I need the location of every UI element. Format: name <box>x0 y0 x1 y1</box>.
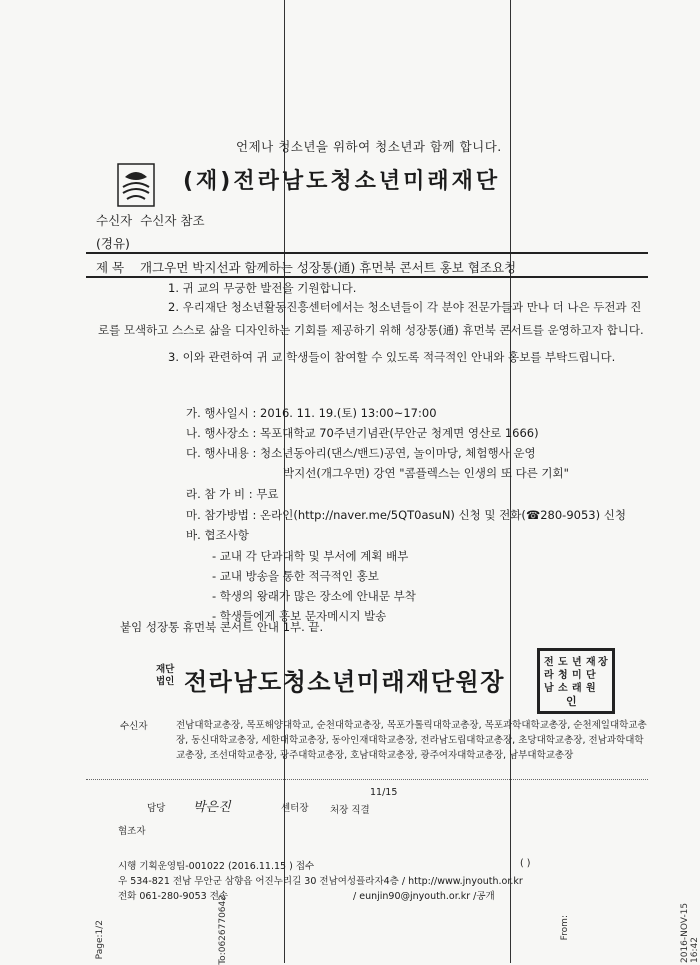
divider <box>86 252 648 254</box>
recipients-list: 전남대학교총장, 목포해양대학교, 순천대학교총장, 목포가톨릭대학교총장, 목포과학대학교총장, 순천제일대학교총장, 동신대학교총장, 세한대학교총장, 동아인재대학교총장, 전라남도립대학교총장, 초당대학교총장, 전남과학대학교총장, 조선대학교총장, 광주대학교총장, 호남대학교총장, 광주여자대학교총장, 남부대학교총장 <box>176 720 647 761</box>
staff-label: 담당 <box>147 803 166 814</box>
subject-value: 개그우먼 박지선과 함께하는 성장통(通) 휴먼북 콘서트 홍보 협조요청 <box>140 260 517 275</box>
official-seal <box>537 648 615 714</box>
cooperator-label: 협조자 <box>118 826 146 837</box>
subject-label: 제 목 <box>96 260 125 275</box>
seal-char: 재 <box>586 657 596 668</box>
body-paragraph-2: 2. 우리재단 청소년활동진흥센터에서는 청소년들이 각 분야 전문가들과 만나 더 나은 두전과 진로를 모색하고 스스로 삶을 디자인하는 기회를 제공하기 위해 성장통(通) 휴먼북 콘서트를 운영하고자 합니다. <box>98 300 644 337</box>
coop-item: - 학생들에게 홍보 문자메시지 발송 <box>212 609 387 623</box>
fax-header-datetime: 2016-NOV-15 16:42 <box>680 902 700 963</box>
staff-signature: 박은진 <box>193 800 231 815</box>
seal-char: 전 <box>544 657 554 668</box>
divider <box>86 779 648 780</box>
seal-char: 년 <box>572 657 582 668</box>
body-paragraph-3: 3. 이와 관련하여 귀 교 학생들이 참여할 수 있도록 적극적인 안내와 홍보를 부탁드립니다. <box>168 350 616 364</box>
detail-content: 다. 행사내용 : 청소년동아리(댄스/밴드)공연, 놀이마당, 체험행사 운영 <box>186 446 536 460</box>
director-label: 센터장 <box>281 803 309 814</box>
via: (경유) <box>96 236 130 251</box>
detail-cooperation: 바. 협조사항 <box>186 528 249 542</box>
seal-char: 라 <box>544 670 554 681</box>
detail-fee: 라. 참 가 비 : 무료 <box>186 487 279 501</box>
detail-date: 가. 행사일시 : 2016. 11. 19.(토) 13:00~17:00 <box>186 406 437 420</box>
subject-row <box>96 258 516 276</box>
slogan: 언제나 청소년을 위하여 청소년과 함께 합니다. <box>236 139 502 154</box>
fax-header-page: Page:1/2 <box>95 920 105 960</box>
fax-header-to: To:0626770642 <box>218 895 228 965</box>
detail-lecture: 박지선(개그우먼) 강연 "콤플렉스는 인생의 또 다른 기회" <box>283 466 569 480</box>
body-paragraph-1: 1. 귀 교의 무궁한 발전을 기원합니다. <box>168 281 357 295</box>
recipients-label: 수신자 <box>120 721 148 732</box>
org-title: (재)전라남도청소년미래재단 <box>183 169 501 194</box>
head-label: 처장 직결 <box>330 805 370 816</box>
seal-char: 도 <box>558 657 568 668</box>
phone-line: 전화 061-280-9053 전송 <box>118 891 229 902</box>
recipient-value: 수신자 참조 <box>140 213 205 228</box>
address-line: 우 534-821 전남 무안군 삼향읍 어진누리길 30 전남여성플라자4층 / http://www.jnyouth.or.kr <box>118 876 523 887</box>
seal-char: 장 <box>598 657 608 668</box>
coop-item: - 교내 방송을 통한 적극적인 홍보 <box>212 569 379 583</box>
seal-char: 남 <box>544 683 554 694</box>
recipient-row <box>96 211 205 229</box>
seal-char: 미 <box>572 670 582 681</box>
approval-date: 11/15 <box>370 787 398 798</box>
detail-method: 마. 참가방법 : 온라인(http://naver.me/5QT0asuN) 신청 및 전화(☎280-9053) 신청 <box>186 508 626 522</box>
seal-char: 원 <box>586 683 596 694</box>
fax-line <box>510 0 511 963</box>
attachment-line: 붙임 성장통 휴먼북 콘서트 안내 1부. 끝. <box>120 620 324 634</box>
foundation-logo-icon <box>117 163 155 207</box>
seal-char: 래 <box>572 683 582 694</box>
fax-header-from: From: <box>560 915 570 941</box>
issuer-name: 전라남도청소년미래재단원장 <box>184 668 505 696</box>
seal-char: 청 <box>558 670 568 681</box>
coop-item: - 학생의 왕래가 많은 장소에 안내문 부착 <box>212 589 416 603</box>
receipt-paren: ( ) <box>520 858 531 869</box>
coop-item: - 교내 각 단과대학 및 부서에 계획 배부 <box>212 549 409 563</box>
enforce-line: 시행 기획운영팀-001022 (2016.11.15 ) 접수 <box>118 861 315 872</box>
seal-char: 인 <box>566 695 577 708</box>
seal-char: 단 <box>586 670 596 681</box>
email-line: / eunjin90@jnyouth.or.kr /공개 <box>353 891 495 902</box>
issuer-prefix: 재단 법인 <box>156 664 175 687</box>
seal-char: 소 <box>558 683 568 694</box>
recipient-label: 수신자 <box>96 213 133 228</box>
detail-venue: 나. 행사장소 : 목포대학교 70주년기념관(무안군 청계면 영산로 1666) <box>186 426 539 440</box>
